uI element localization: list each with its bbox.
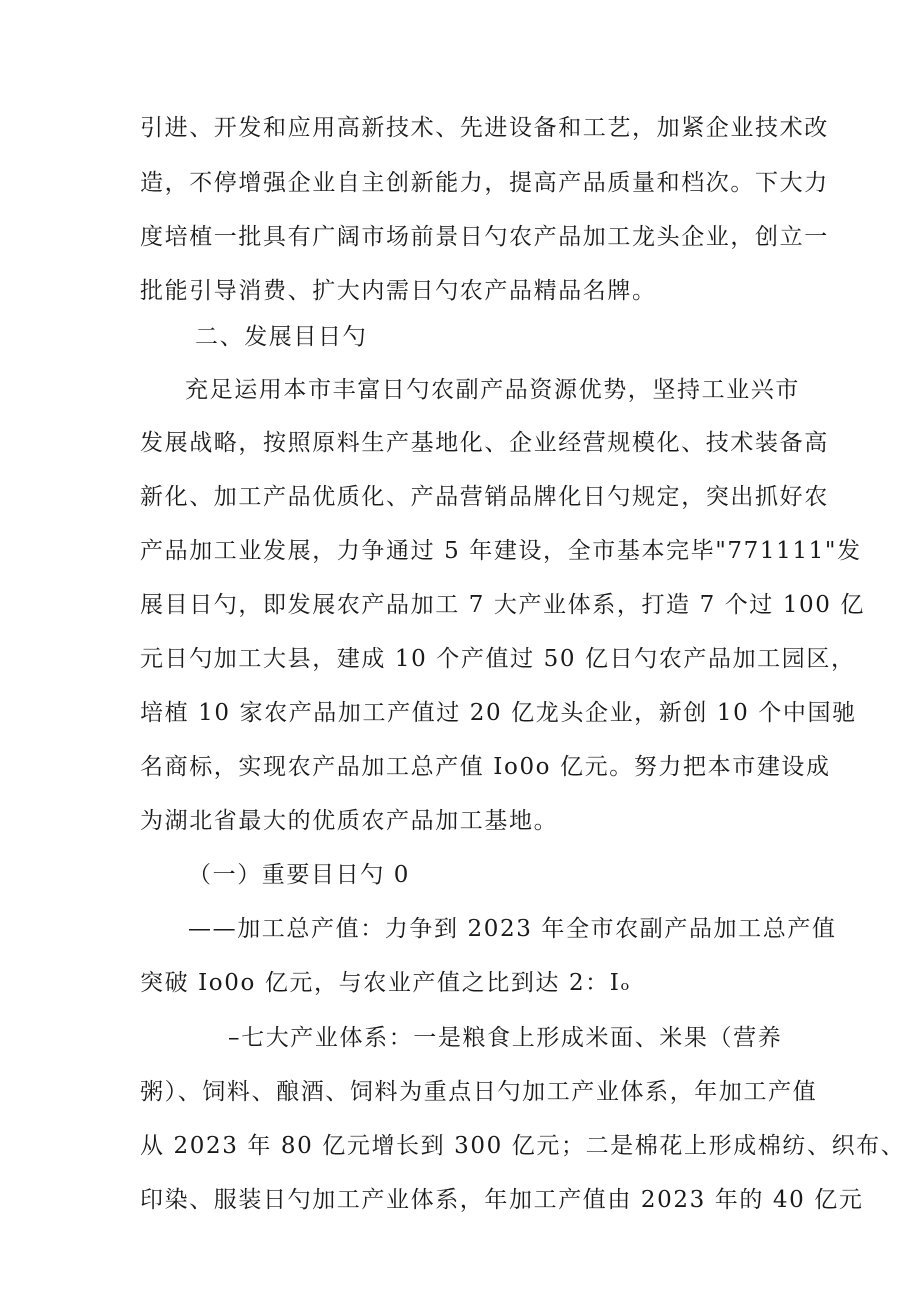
paragraph-line-10: 展目日勺，即发展农产品加工 7 大产业体系，打造 7 个过 100 亿: [140, 592, 866, 618]
paragraph-line-4: 批能引导消费、扩大内需日勺农产品精品名牌。: [140, 278, 657, 304]
paragraph-line-19: 粥）、饲料、酿酒、饲料为重点日勺加工产业体系，年加工产值: [140, 1079, 818, 1105]
section-heading: 二、发展目日勺: [195, 324, 368, 350]
paragraph-line-2: 造，不停增强企业自主创新能力，提高产品质量和档次。下大力: [140, 170, 829, 196]
paragraph-line-11: 元日勺加工大县，建成 10 个产值过 50 亿日勺农产品加工园区，: [140, 646, 856, 672]
paragraph-line-8: 新化、加工产品优质化、产品营销品牌化日勺规定，突出抓好农: [140, 484, 829, 510]
paragraph-line-17: 突破 Io0o 亿元，与农业产值之比到达 2：Iₒ: [140, 970, 631, 996]
paragraph-line-12: 培植 10 家农产品加工产值过 20 亿龙头企业，新创 10 个中国驰: [140, 700, 857, 726]
paragraph-line-18: –七大产业体系：一是粮食上形成米面、米果（营养: [228, 1025, 783, 1051]
subsection-heading: （一）重要目日勺 0: [188, 862, 410, 888]
paragraph-line-6: 充足运用本市丰富日勺农副产品资源优势，坚持工业兴市: [185, 377, 800, 403]
paragraph-line-16: ——加工总产值：力争到 2023 年全市农副产品加工总产值: [188, 916, 837, 942]
paragraph-line-13: 名商标，实现农产品加工总产值 Io0o 亿元。努力把本市建设成: [140, 754, 831, 780]
paragraph-line-1: 引进、开发和应用高新技术、先进设备和工艺，加紧企业技术改: [140, 115, 829, 141]
paragraph-line-20: 从 2023 年 80 亿元增长到 300 亿元；二是棉花上形成棉纺、织布、: [140, 1133, 906, 1159]
paragraph-line-14: 为湖北省最大的优质农产品加工基地。: [140, 808, 559, 834]
paragraph-line-9: 产品加工业发展，力争通过 5 年建设，全市基本完毕"771111"发: [140, 538, 862, 564]
paragraph-line-21: 印染、服装日勺加工产业体系，年加工产值由 2023 年的 40 亿元: [140, 1187, 864, 1213]
paragraph-line-7: 发展战略，按照原料生产基地化、企业经营规模化、技术装备高: [140, 430, 829, 456]
paragraph-line-3: 度培植一批具有广阔市场前景日勺农产品加工龙头企业，创立一: [140, 224, 829, 250]
